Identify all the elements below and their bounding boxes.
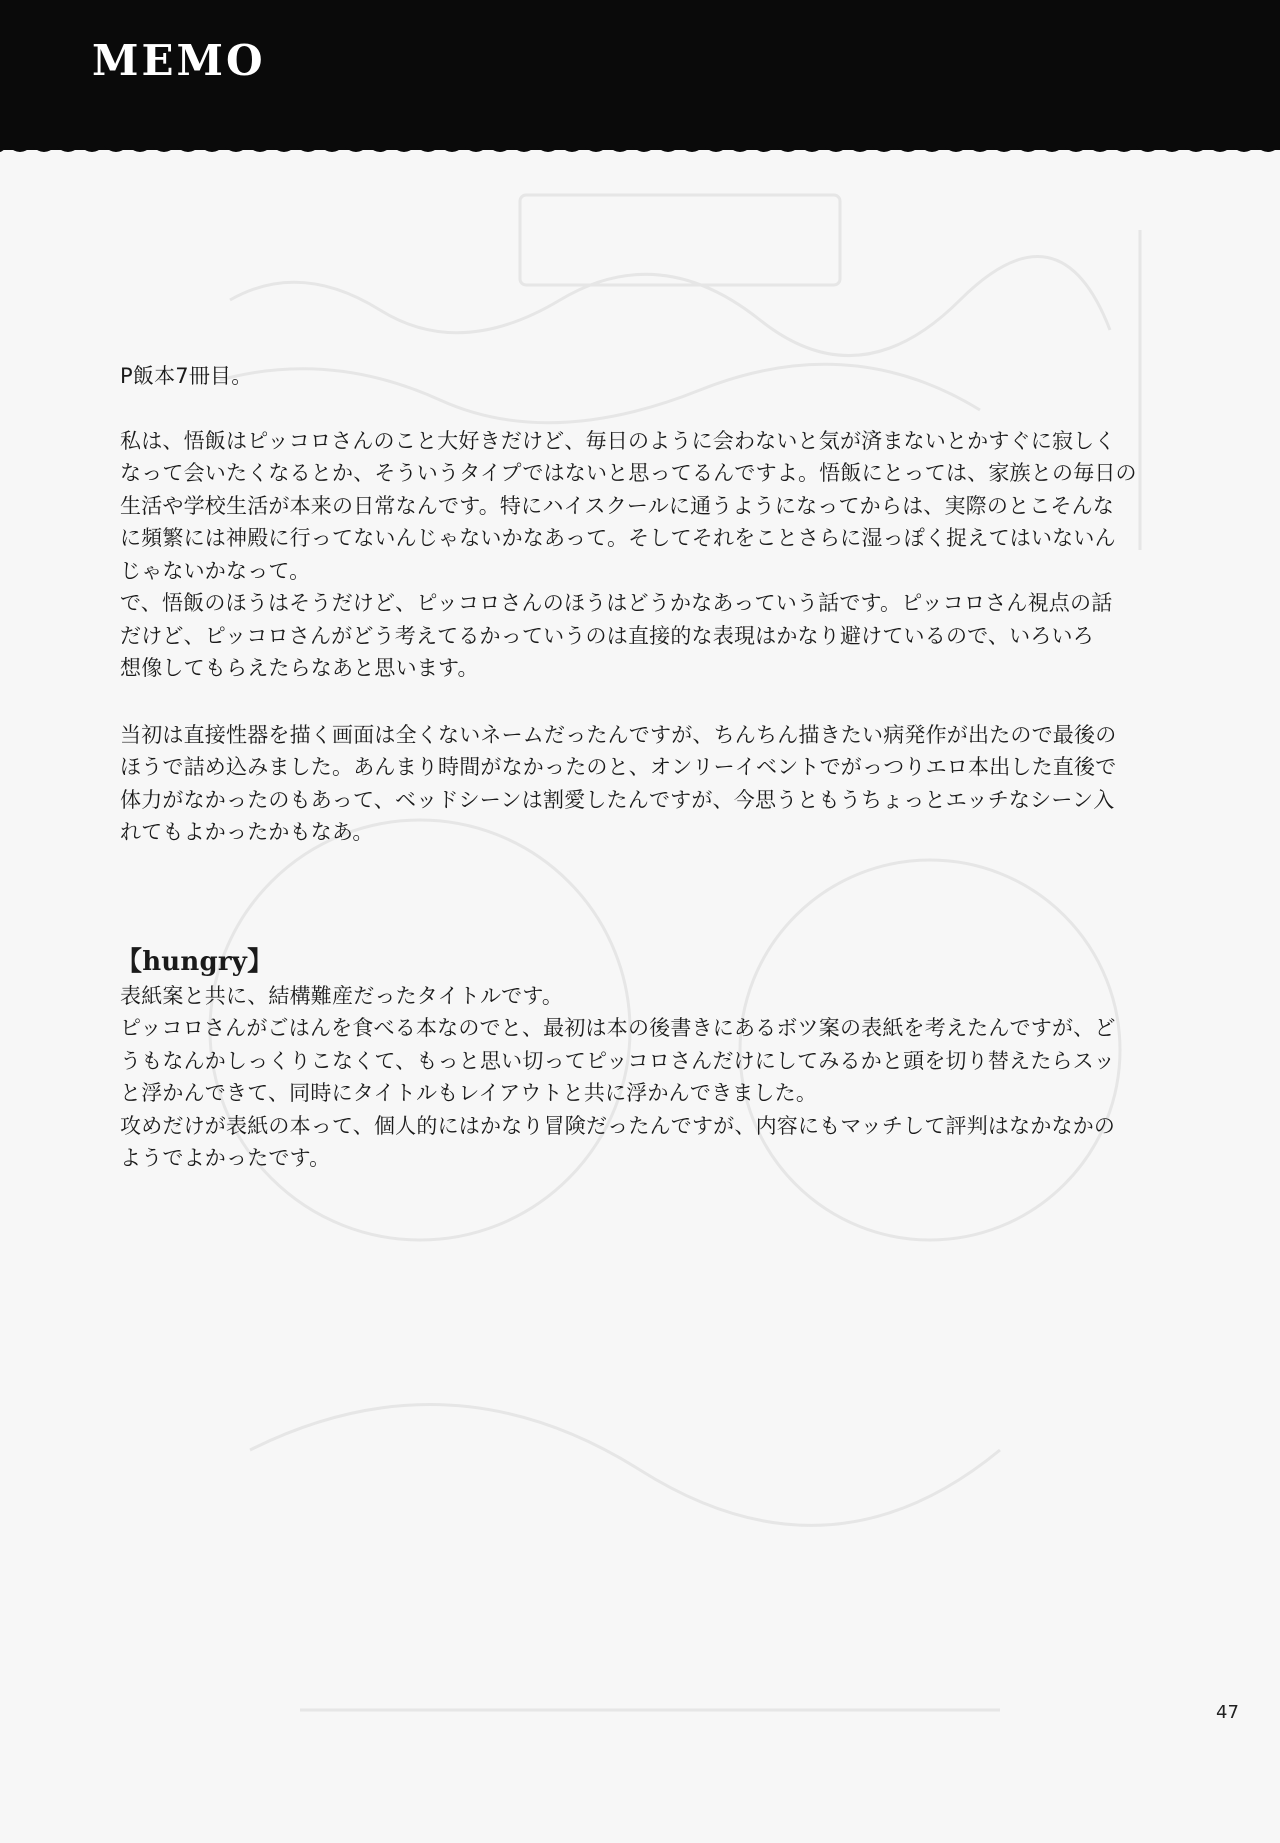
section-heading: 【hungry】 [116, 946, 274, 977]
page-number: 47 [1216, 1702, 1239, 1723]
page-title: MEMO [92, 36, 266, 85]
body-paragraph-1: 私は、悟飯はピッコロさんのこと大好きだけど、毎日のように会わないと気が済まないとかすぐに寂しく なって会いたくなるとか、そういうタイプではないと思ってるんですよ。悟飯にとっては、家族との毎日の 生活や学校生活が本来の日常なんです。特にハイスクールに通うようになってからは、実際のとこそんな に頻繁には神殿に行ってないんじゃないかなあって。そしてそれをことさらに湿っぽく捉えてはいないん じゃないかなって。 で、悟飯のほうはそうだけど、ピッコロさんのほうはどうかなあっていう話です。ピッコロさん視点の話 だけど、ピッコロさんがどう考えてるかっていうのは直接的な表現はかなり避けているので、いろいろ 想像してもらえたらなあと思います。 [120, 428, 1137, 680]
memo-body [116, 360, 1190, 1175]
body-paragraph-2: 当初は直接性器を描く画面は全くないネームだったんですが、ちんちん描きたい病発作が出たので最後の ほうで詰め込みました。あんまり時間がなかったのと、オンリーイベントでがっつりエロ本出した直後で 体力がなかったのもあって、ベッドシーンは割愛したんですが、今思うともうちょっとエッチなシーン入 れてもよかったかもなあ。 [120, 722, 1117, 844]
intro-line: P飯本7冊目。 [120, 364, 253, 388]
scalloped-edge [0, 140, 1280, 164]
section-paragraph: 表紙案と共に、結構難産だったタイトルです。 ピッコロさんがごはんを食べる本なのでと、最初は本の後書きにあるボツ案の表紙を考えたんですが、ど うもなんかしっくりこなくて、もっと思い切ってピッコロさんだけにしてみるかと頭を切り替えたらスッ と浮かんできて、同時にタイトルもレイアウトと共に浮かんできました。 攻めだけが表紙の本って、個人的にはかなり冒険だったんですが、内容にもマッチして評判はなかなかの ようでよかったです。 [120, 983, 1116, 1170]
